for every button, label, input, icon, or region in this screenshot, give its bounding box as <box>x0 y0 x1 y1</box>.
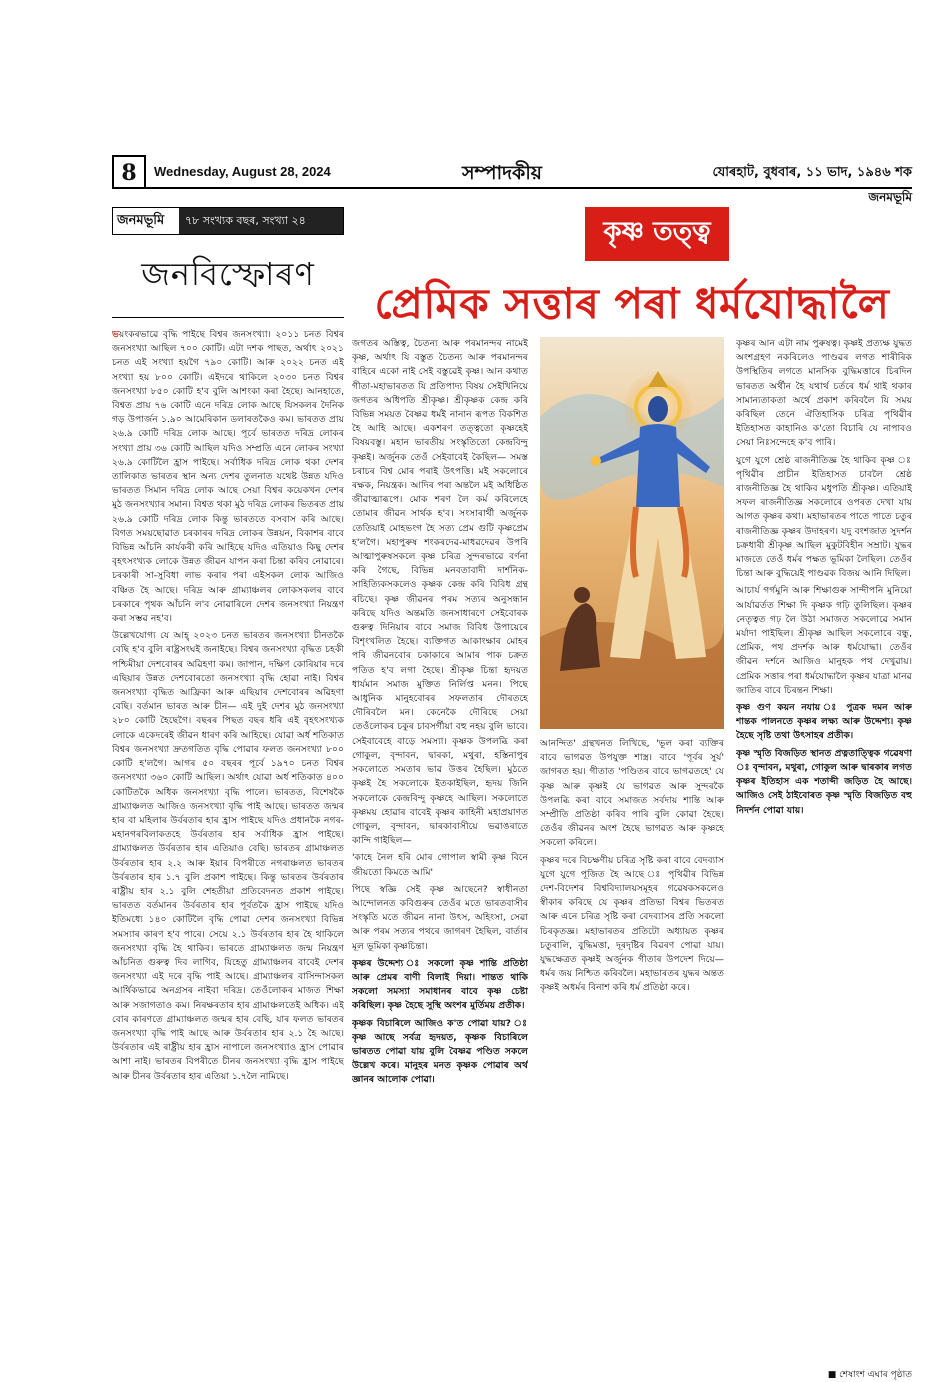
article-paragraph: কৃষ্ণ স্মৃতি বিজড়িত স্থানত প্ৰত্নতাত্ত্বিক গৱেষণা ঃ বৃন্দাবন, মথুৰা, গোকুল আৰু দ্বাৰকাৰ লগত কৃষ্ণৰ ইতিহাস এক শতাব্দী জড়িত হৈ আছে। আজিও সেই ঠাইবোৰত কৃষ্ণ স্মৃতি বিজড়িত বহু নিদৰ্শন পোৱা যায়। <box>736 747 912 816</box>
article-paragraph: কৃষ্ণৰ উদ্দেশ্য ঃ সকলো কৃষ্ণ শান্তি প্ৰতিষ্ঠা আৰু প্ৰেমৰ বাণী বিলাই দিয়া। শান্তত থাকি সকলো সমস্যা সমাধানৰ বাবে কৃষ্ণ চেষ্টা কৰিছিল। কৃষ্ণ হৈছে সুস্থি অংশৰ মুৰ্তিময় প্ৰতীক। <box>352 957 528 1012</box>
article-paragraph: পিছে স্বজ্ঞি সেই কৃষ্ণ আছেনে? স্বাধীনতা আন্দোলনত কবিগুৰুৰ তেওঁৰ মতে ভাৰতবাসীৰ সংস্কৃতি মতে জীৱন নানা উৎস, অহিংসা, সেৱা আৰু পৰম সত্যৰ পথৰে জাগৰণ হৈছিল, বাৰ্তাৰ মূল ভূমিকা কৃষ্ণচিন্তা। <box>352 883 528 952</box>
editorial-title: জনবিস্ফোৰণ <box>141 255 315 293</box>
article-kicker: কৃষ্ণ তত্ত্ব <box>585 207 728 261</box>
page-number: 8 <box>112 155 146 187</box>
article-paragraph: জগতৰ অস্তিত্ব, চৈতন্য আৰু পৰমানন্দৰ নামেই কৃষ্ণ, অৰ্থাৎ যি বস্তুত চৈতন্য আৰু পৰমানন্দৰ বাহিৰে একো নাই সেই বস্তুৱেই কৃষ্ণ। আন কথাত গীতা-মহাভাৰতত যি প্ৰতিপাদ্য বিষয় সেইখিনিয়ে জগতৰ অধিপতি শ্ৰীকৃষ্ণ। শ্ৰীকৃষ্ণক কেন্দ্ৰ কৰি বিভিন্ন সময়ত বৈষ্ণৱ ধৰ্মই নানান ৰূপত বিকশিত হৈ আহি আছে। একশৰণ তত্ত্বতো কৃষ্ণহেই বিষয়বস্তু। মহান ভাৰতীয় সংস্কৃতিতো কেন্দ্ৰবিন্দু কৃষ্ণই। অৰ্জুনক তেওঁ সেইবাবেই কৈছিল— সমস্ত চৰাচৰ বিশ্ব মোৰ পৰাই উৎপত্তি। মই সকলোৰে ৰক্ষক, নিয়ন্ত্ৰক। আদিৰ পৰা অন্তলৈ মই অধিষ্ঠিত জীৱাত্মাৰূপে। মোক শৰণ লৈ কৰ্ম কৰিলেহে তোমাৰ জীৱন সাৰ্থক হ'ব। সংসাৰাৰ্থী অৰ্জুনক তেতিয়াই মোহভংগ হৈ সত্য প্ৰেম গুটি কৃষ্ণপ্ৰেম হ'লগৈ। মহাপুৰুষ শংকৰদেৱ-মাধৱদেৱৰ উপৰি আত্মাপুৰুষসকলে কৃষ্ণ চৰিত্ৰ সুন্দৰভাৱে বৰ্ণনা কৰি গৈছে, বিভিন্ন মনবতাবাদী দাৰ্শনিক- সাহিত্যিকসকলেও কৃষ্ণক কেন্দ্ৰ কৰি বিবিধ গ্ৰন্থ ৰচিছে। কৃষ্ণ জীৱনৰ পৰম সত্যৰ অনুসন্ধান কৰিছে যদিও অন্তমতি জনসাধাৰণে সেইবোৰক গুৰুত্ব দিনিয়াৰ বাবে সমাজ বিবিধ উপায়েৰে বিশৃংখলিত হৈছে। ব্যক্তিগত আকাংক্ষাৰ মোহৰ পৰি জীৱনবোৰ চকাকাৰে আমাৰ পাক চক্ৰত পতিত হ'ব লগা হৈছে। শ্ৰীকৃষ্ণ চিন্তা হৃদয়ত ধাৰ্যমান সমাজ মুক্তিত নিৰ্লিপ্ত মনন। পিছে আধুনিক মানুহবোৰৰ সফলতাৰ দৌৰতহে দৌৰিবলৈ মন। কেনেকৈ দৌৰিছে সেয়া তেওঁলোকৰ চকুৰ চাবসৰ্গীয়া বহু নহয় বুলি ভাবে। সেইবাবেহে বাড়ে সমস্যা। কৃষ্ণক উপলব্ধি কৰা গোকুল, বৃন্দাবন, দ্বাৰকা, মথুৰা, হস্তিনাপুৰ সকলোতে সমতাৰ ভাৱ উত্তৰ হৈছিল। মুঠতে কৃষ্ণই হৈ সকলোকে ইতকাইছিল, হৃদয় জিনি সকলোকে কেন্দ্ৰবিন্দু কৃষ্ণহে আছিল। সকলোতে কৃষ্ণময় হোৱাৰ বাবেই কৃষ্ণৰ কাহিনী মহাপ্ৰয়াণত গোকুল, বৃন্দাবন, দ্বাৰকাবাসীয়ে ভৱাঙৰাতে কান্দি গাইছিল— <box>352 338 528 847</box>
issue-info: ৭৮ সংখ্যক বছৰ, সংখ্যা ২৪ <box>179 208 343 234</box>
editorial-paragraph: উল্লেখযোগ্য যে আহ্ ২০২৩ চনত ভাৰতৰ জনসংখ্যা চীনতকৈ বেছি হ'ব বুলি ৰাষ্ট্ৰসংঘই জনাইছে। বিশ্বৰ জনসংখ্যা বৃদ্ধিত চহকী পশ্চিমীয়া দেশবোৰৰ অৱিহণা কম। জাপান, দক্ষিণ কোৰিয়াৰ দৰে এছিয়াৰ উন্নত দেশবোৰতো জনসংখ্যা বৃদ্ধি হোৱা নাই। বিশ্বৰ জনসংখ্যা বৃদ্ধিত আফ্ৰিকা আৰু এছিয়াৰ দেশবোৰৰ অৱিহণা বেছি। বৰ্তমান ভাৰত আৰু চীন— এই দুই দেশৰ মুঠ জনসংখ্যা ২৮০ কোটি হৈছেগৈ। বছৰৰ পিছত বছৰ ধৰি এই বৃহৎসংখ্যক লোকে একেদৰেই জীৱন ধাৰণ কৰি আহিছে। যোৱা অৰ্ধ শতিকাত বিশ্বৰ জনসংখ্যা দ্ৰুতগতিত বৃদ্ধি পোৱাৰ ফলত জনসংখ্যা ৮০০ কোটি হ'লগৈ। আগৰ ৫০ বছৰৰ পূৰ্বে ১৯৭০ চনত বিশ্বৰ জনসংখ্যা ৩৬০ কোটি আছিল। অৰ্থাৎ যোৱা অৰ্ধ শতিকাত ৪০০ কোটিতকৈ অধিক জনসংখ্যা বৃদ্ধি পালে। ভাৰতত, বিশেষকৈ গ্ৰাম্যাঞ্চলত আজিও জনসংখ্যা বৃদ্ধি পাই আছে। ভাৰতত জন্মৰ হাৰ বা মহিলাৰ উৰ্বৰতাৰ হাৰ হ্ৰাস পাইছে যদিও প্ৰধানকৈ নগৰ-মহানগৰবিলাকতহে উৰ্বৰতাৰ হাৰ সৰ্বাধিক হ্ৰাস পাইছে। গ্ৰাম্যাঞ্চলত উৰ্বৰতাৰ হাৰ এতিয়াও বেছি। ভাৰতৰ গ্ৰামাঞ্চলত উৰ্বৰতাৰ হাৰ ২.২ আৰু ইয়াৰ বিপৰীতে নগৰাঞ্চলত ভাৰতৰ উৰ্বৰতাৰ হাৰ ১.৭ বুলি প্ৰকাশ পাইছে। কিন্তু ভাৰতৰ উৰ্বৰতাৰ ৰাষ্ট্ৰীয় হাৰ ২.১ বুলি শেহতীয়া প্ৰতিবেদনত প্ৰকাশ পাইছে। ভাৰতত বৰ্তমানৰ উৰ্বৰতাৰ হাৰ পূৰ্বতকৈ হ্ৰাস পাইছে যদিও ইতিমধ্যে ১৪০ কোটিলৈ বৃদ্ধি পোৱা দেশৰ জনসংখ্যা বিভিন্ন সমস্যাৰ কাৰণ হ'ব পাৰে। সেয়ে ২.১ উৰ্বৰতাৰ হাৰ হৈ থাকিলে জনসংখ্যা বৃদ্ধি হৈ থাকিব। ভাৰতে গ্ৰাম্যাঞ্চলত জন্ম নিয়ন্ত্ৰণ আঁচনিত গুৰুত্ব দিব লাগিব, যিহেতু গ্ৰাম্যাঞ্চলৰ বাবেই দেশৰ জনসংখ্যা এই দৰে বৃদ্ধি পাই আছে। গ্ৰাম্যাঞ্চলৰ বাসিন্দাসকল আৰ্থিকভাৱে অনগ্ৰসৰ নাইবা দৰিদ্ৰ। তেওঁলোকৰ মাজত শিক্ষা আৰু সজাগতাও কম। নিৰক্ষৰতাৰ হাৰ গ্ৰামাঞ্চলতেই অধিক। এই বোৰ কাৰণতে গ্ৰাম্যাঞ্চলত জন্মৰ হাৰ বেছি, যাৰ ফলত ভাৰতৰ জনসংখ্যা বৃদ্ধি পাই আছে আৰু উৰ্বৰতাৰ হাৰ ২.১ হৈ আছে। উৰ্বৰতাৰ এই ৰাষ্ট্ৰীয় হাৰ হ্ৰাস নাপালে জনসংখ্যাও হ্ৰাস পোৱাৰ আশা নাই। ভাৰতৰ বিপৰীতে চীনৰ জনসংখ্যা বৃদ্ধি হ্ৰাস পাইছে আৰু চীনৰ উৰ্বৰতাৰ হাৰ এতিয়া ১.৭লৈ নামিছে। <box>112 630 344 1082</box>
krishna-arjuna-illustration <box>540 337 724 729</box>
masthead <box>112 207 344 235</box>
article-headline: প্ৰেমিক সত্তাৰ পৰা ধৰ্মযোদ্ধালৈ <box>374 279 890 328</box>
continued-note: ■ শেষাংশ এঘাৰ পৃষ্ঠাত <box>827 1370 912 1380</box>
section-name: সম্পাদকীয় <box>462 162 542 184</box>
article-paragraph: কৃষ্ণৰ আন এটা নাম পুৰুষত্ব। কৃষ্ণই প্ৰত্যক্ষ যুদ্ধত অংশগ্ৰহণ নকৰিলেও পাণ্ডৱৰ লগত শাৰীৰিক উপস্থিতিৰ লগতে মানসিক বুদ্ধিমত্তাৰে চিৰদিন ভাৰতত অৰ্থীন হৈ যথাৰ্থ চৰ্তৰে ধৰ্ম থাই থকাৰ সামান্যতাকতা অৰ্থে প্ৰকাশ কৰিবলৈ যি সময় কৰিছিল তেনে ঐতিহাসিক চৰিত্ৰ পৃথিৱীৰ ইতিহাসত কাহানিও ক'তো বিচাৰি যে নাপাবও সেয়া নিঃসন্দেহে ক'ব পাৰি। <box>736 338 912 449</box>
article-column-3 <box>736 337 912 1333</box>
editorial-column <box>112 207 344 1348</box>
english-date: Wednesday, August 28, 2024 <box>154 164 331 179</box>
page-header <box>112 155 912 204</box>
drop-cap: ভ <box>112 329 119 340</box>
masthead-logo: জনমভূমি <box>117 213 165 228</box>
article-paragraph: কৃষ্ণক বিচাৰিলে আজিও ক'ত পোৱা যায়? ঃ কৃষ্ণ আছে সৰ্বত্ৰ হৃদয়ত, কৃষ্ণক বিচাৰিলে ভাৰতত পোৱা যায় বুলি বৈষ্ণৱ পণ্ডিত সকলে উল্লেখ কৰে। মানুহৰ মনত কৃষ্ণক পোৱাৰ অৰ্থ জ্ঞানৰ আলোক পোৱা। <box>352 1017 528 1086</box>
local-date: যোৰহাট, বুধবাৰ, ১১ ভাদ, ১৯৪৬ শক <box>712 165 912 180</box>
editorial-paragraph: ভয়ংকৰভাৱে বৃদ্ধি পাইছে বিশ্বৰ জনসংখ্যা। ২০১১ চনত বিশ্বৰ জনসংখ্যা আছিল ৭০০ কোটি। এটা দশক পাছত, অৰ্থাৎ ২০২১ চনত এই সংখ্যা হয়গৈ ৭৯০ কোটি। আৰু ২০২২ চনত এই সংখ্যা হয় ৮০০ কোটি। এইদৰে থাকিলে ২০৩০ চনত বিশ্বৰ জনসংখ্যা ৮৫০ কোটি হ'ব বুলি আশংকা কৰা হৈছে। আনহাতে, বিশ্বত প্ৰায় ৭৬ কোটি এনে দৰিদ্ৰ লোক আছে যিসকলৰ দৈনিক গড় উপাৰ্জন ১.৯০ আমেৰিকান ডলাৰতকৈও কম। ভাৰতত প্ৰায় ২৬.৯ কোটি দৰিদ্ৰ লোক আছে। পূৰ্বে ভাৰতত দৰিদ্ৰ লোকৰ সংখ্যা প্ৰায় ৩৬ কোটি আছিল যদিও সম্প্ৰতি এনে লোকৰ সংখ্যা ২৬.৯ কোটিলৈ হ্ৰাস পাইছে। সৰ্বাধিক দৰিদ্ৰ লোক থকা দেশৰ তালিকাত ভাৰতৰ স্থান অন্য দেশৰ তুলনাত যথেষ্ট উন্নত যদিও ভাৰতত সিমান দৰিদ্ৰ লোক আছে সেয়া বিশ্বৰ কয়েকখন দেশৰ মুঠ জনসংখ্যাৰ সমান। বিশ্বত থকা মুঠ দৰিদ্ৰ লোকৰ ভিতৰত প্ৰায় ২৬.৯ কোটি দৰিদ্ৰ লোক কিন্তু ভাৰততে বসবাস কৰি আছে। বিগত সময়ছোৱাত চৰকাৰৰ দৰিদ্ৰ লোকৰ উন্নয়ন, বিকাশৰ বাবে বিভিন্ন আঁচনি কাৰ্যকৰী কৰি আহিছে যদিও এতিয়াও কিছু দেশৰ বৃহৎসংখ্যক লোকে উন্নত জীৱন যাপন কৰা চিন্তা কৰিব নোৱাৰে। চৰকাৰী সা-সুবিধা লাভ কৰাৰ পৰা এইসকল লোক আজিও বঞ্চিত হৈ আছে। দৰিদ্ৰ আৰু গ্ৰাম্যাঞ্চলৰ লোকসকলৰ বাবে চৰকাৰে পৃথক আঁচনি ল'ব নোৱাৰিলে দেশৰ জনসংখ্যা নিয়ন্ত্ৰণ কৰা সম্ভৱ নহ'ব। <box>112 329 344 625</box>
article-paragraph: 'কাহে নৈল হৰি মোৰ গোপাল স্বামী কৃষ্ণ বিনে জীয়তো কিমতে আমি' <box>352 852 528 878</box>
article-column-2 <box>540 737 724 1333</box>
article-column-1 <box>352 337 528 1333</box>
header-logo: জনমভূমি <box>868 190 912 204</box>
article-paragraph: যুগে যুগে শ্ৰেষ্ঠ ৰাজনীতিজ্ঞ হৈ থাকিব কৃষ্ণ ঃ পৃথিৱীৰ প্ৰাচীন ইতিহাসত চাবলৈ শ্ৰেষ্ঠ ৰাজনীতিজ্ঞ হৈ থাকিব মধুপতি শ্ৰীকৃষ্ণ। এতিয়াই সফল ৰাজনীতিজ্ঞ সকলোৰে ওপৰত দেখা যায় আগত কৃষ্ণৰ কথা। মহাভাৰতৰ পাতে পাতে চতুৰ ৰাজনীতিজ্ঞ কৃষ্ণৰ উদাহৰণ। যদু বংশজাত সুদৰ্শন চক্ৰধাৰী শ্ৰীকৃষ্ণ আছিল মুকুটবিহীন সম্ৰাট। যুদ্ধৰ মাজতে তেওঁ ধৰ্মৰ পক্ষত ভূমিকা লৈছিল। তেওঁৰ চিন্তা আৰু বুদ্ধিয়েই পাণ্ডৱক বিজয় আনি দিছিল। <box>736 454 912 580</box>
editorial-body <box>112 317 344 1348</box>
article-paragraph: কৃষ্ণ গুণ কয়ন নযায় ঃ পুত্ৰক দমন আৰু শান্তক পালনতে কৃষ্ণৰ লক্ষ্য আৰু উদ্দেশ্য। কৃষ্ণ হৈছে সৃষ্টি তথা উৎসাহৰ প্ৰতীক। <box>736 702 912 742</box>
article-paragraph: আনন্দিত' গ্ৰন্থখনত লিখিছে, 'ভূল কৰা ব্যক্তিৰ বাবে ভাগৱত উপযুক্ত শাস্ত্ৰ। বাবে 'পূৰ্বৰ সুৰ্য' জাগৰত হয়। গীতাত 'পণ্ডিতৰ বাবে ভাগৱতহে' যে কৃষ্ণ আৰু কৃষ্ণই যে ভাগৱত আৰু সুন্দৰকৈ উপলব্ধি কৰা বাবে সমাজত সৰ্বদায় শান্তি আৰু সম্প্ৰীতি প্ৰতিষ্ঠা কৰিব পাৰি বুলি কোৱা হৈছে। তেওঁৰ জীৱনৰ অংশ হৈছে ভাগৱত আৰু কৃষ্ণহে সকলো কৰিলে। <box>540 738 724 849</box>
feature-article <box>352 207 912 1380</box>
article-paragraph: কৃষ্ণৰ দৰে বিচক্ষণীয় চৰিত্ৰ সৃষ্টি কৰা বাবে বেদব্যাস যুগে যুগে পূজিত হৈ আছে ঃ পৃথিৱীৰ বিভিন্ন দেশ-বিদেশৰ বিশ্ববিদ্যালয়সমূহৰ গৱেষকসকলেও স্বীকাৰ কৰিছে যে কৃষ্ণৰ প্ৰতিভা বিশ্বৰ ভিতৰত আৰু এনে চৰিত্ৰ সৃষ্টি কৰা বেদব্যাসৰ প্ৰতি সকলো চিৰকৃতজ্ঞ। মহাভাৰতৰ প্ৰতিটো অধ্যায়ত কৃষ্ণৰ চতুৰালি, বুদ্ধিমত্তা, দূৰদৃষ্টিৰ বিৱৰণ পোৱা যায়। যুদ্ধক্ষেত্ৰত কৃষ্ণই অৰ্জুনক গীতাৰ উপদেশ দিয়ে— ধৰ্মৰ জয় নিশ্চিত কৰিবলৈ। মহাভাৰতৰ যুদ্ধৰ অন্তত কৃষ্ণই অধৰ্মৰ বিনাশ কৰি ধৰ্ম প্ৰতিষ্ঠা কৰে। <box>540 854 724 994</box>
article-paragraph: আচাৰ্য গৰ্গমুনি আৰু শিক্ষাগুৰু সান্দীপনি মুনিয়ো আৰ্যাৱৰ্তত শিক্ষা দি কৃষ্ণক গঢ়ি তুলিছিল। কৃষ্ণৰ নেতৃত্বত গঢ় লৈ উঠা সমাজত সকলোৱে সমান মৰ্যাদা পাইছিল। শ্ৰীকৃষ্ণ আছিল সকলোৰে বন্ধু, প্ৰেমিক, পথ প্ৰদৰ্শক আৰু ধৰ্মযোদ্ধা। তেওঁৰ জীৱন দৰ্শনে আজিও মানুহক পথ দেখুৱায়। প্ৰেমিক সত্তাৰ পৰা ধৰ্মযোদ্ধালৈ কৃষ্ণৰ যাত্ৰা মানৱ জাতিৰ বাবে চিৰন্তন শিক্ষা। <box>736 585 912 696</box>
